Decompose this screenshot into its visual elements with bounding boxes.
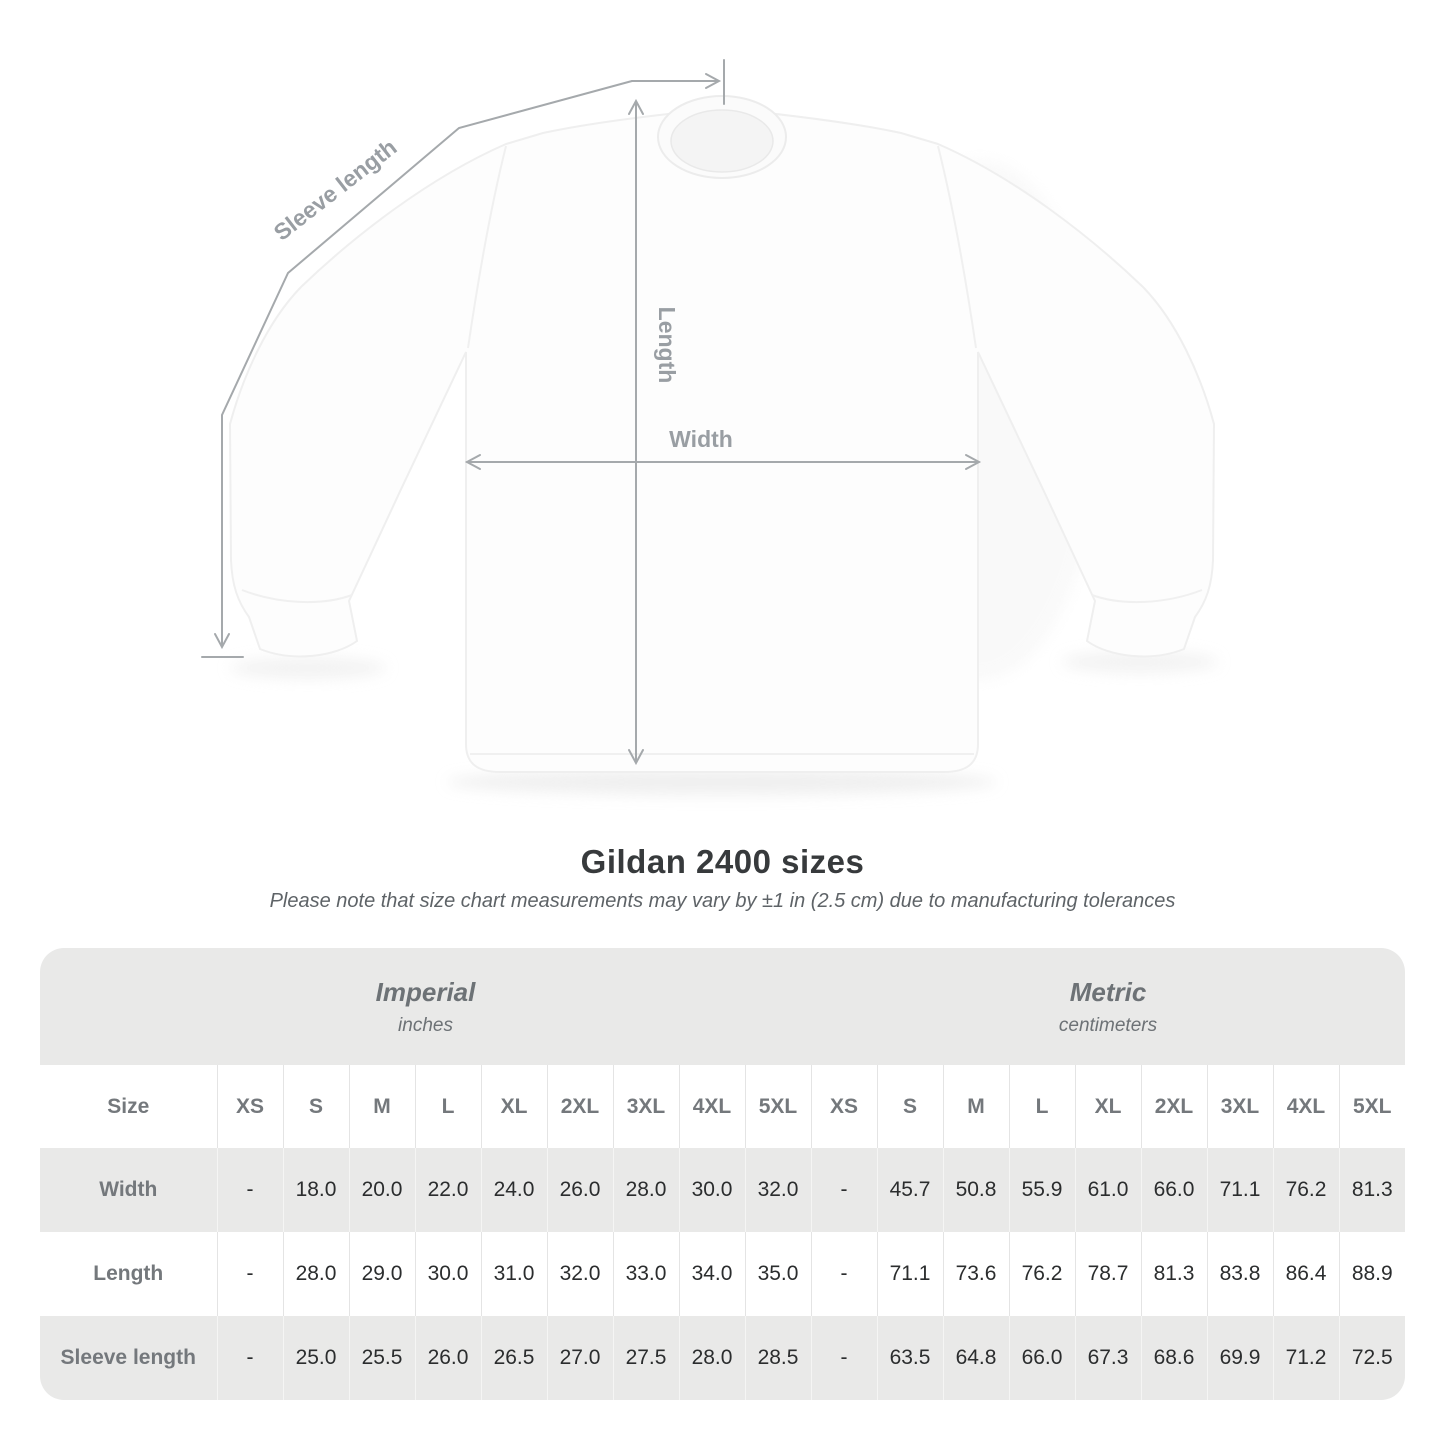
measurement-cell: 27.5 xyxy=(613,1316,679,1400)
size-header: M xyxy=(349,1065,415,1148)
size-header: L xyxy=(1009,1065,1075,1148)
size-header: 5XL xyxy=(745,1065,811,1148)
measurement-cell: 24.0 xyxy=(481,1148,547,1232)
measurement-cell: 28.0 xyxy=(283,1232,349,1316)
metric-unit: centimeters xyxy=(1058,1014,1158,1036)
measurement-cell: 72.5 xyxy=(1339,1316,1405,1400)
size-header: 3XL xyxy=(613,1065,679,1148)
imperial-header xyxy=(40,948,811,1065)
size-header: 2XL xyxy=(1141,1065,1207,1148)
measurement-cell: - xyxy=(217,1148,283,1232)
size-header-row xyxy=(40,1065,1405,1148)
size-col-header: Size xyxy=(40,1065,217,1148)
measurement-cell: 28.0 xyxy=(679,1316,745,1400)
row-label-sleeve-length: Sleeve length xyxy=(40,1316,217,1400)
measurement-cell: 25.5 xyxy=(349,1316,415,1400)
measurement-cell: - xyxy=(811,1232,877,1316)
measurement-cell: 29.0 xyxy=(349,1232,415,1316)
measurement-cell: 71.2 xyxy=(1273,1316,1339,1400)
size-header: 5XL xyxy=(1339,1065,1405,1148)
measurement-cell: 22.0 xyxy=(415,1148,481,1232)
measurement-cell: 28.0 xyxy=(613,1148,679,1232)
measurement-cell: 20.0 xyxy=(349,1148,415,1232)
length-row xyxy=(40,1232,1405,1316)
measurement-cell: 34.0 xyxy=(679,1232,745,1316)
measurement-cell: 66.0 xyxy=(1141,1148,1207,1232)
size-header: XL xyxy=(1075,1065,1141,1148)
imperial-unit: inches xyxy=(398,1014,453,1036)
measurement-cell: 45.7 xyxy=(877,1148,943,1232)
measurement-cell: 28.5 xyxy=(745,1316,811,1400)
size-header: 3XL xyxy=(1207,1065,1273,1148)
metric-title: Metric xyxy=(1069,976,1147,1007)
measurement-cell: 69.9 xyxy=(1207,1316,1273,1400)
measurement-cell: - xyxy=(811,1148,877,1232)
measurement-cell: 71.1 xyxy=(877,1232,943,1316)
measurement-cell: 32.0 xyxy=(547,1232,613,1316)
size-header: XS xyxy=(811,1065,877,1148)
measurement-cell: 18.0 xyxy=(283,1148,349,1232)
measurement-cell: 76.2 xyxy=(1009,1232,1075,1316)
measurement-cell: 55.9 xyxy=(1009,1148,1075,1232)
measurement-cell: 88.9 xyxy=(1339,1232,1405,1316)
tolerance-note: Please note that size chart measurements may vary by ±1 in (2.5 cm) due to manufacturing tolerances xyxy=(269,890,1176,912)
measurement-cell: 86.4 xyxy=(1273,1232,1339,1316)
measurement-cell: 30.0 xyxy=(415,1232,481,1316)
metric-header xyxy=(811,948,1405,1065)
row-label-width: Width xyxy=(40,1148,217,1232)
measurement-cell: - xyxy=(217,1232,283,1316)
sleeve-length-label: Sleeve length xyxy=(268,133,402,246)
measurement-cell: 26.0 xyxy=(547,1148,613,1232)
collar xyxy=(658,96,786,178)
measurement-cell: 83.8 xyxy=(1207,1232,1273,1316)
measurement-cell: 26.5 xyxy=(481,1316,547,1400)
measurement-cell: 32.0 xyxy=(745,1148,811,1232)
size-header: 2XL xyxy=(547,1065,613,1148)
measurement-cell: 68.6 xyxy=(1141,1316,1207,1400)
size-header: 4XL xyxy=(1273,1065,1339,1148)
row-label-length: Length xyxy=(40,1232,217,1316)
measurement-cell: 50.8 xyxy=(943,1148,1009,1232)
measurement-cell: 30.0 xyxy=(679,1148,745,1232)
unit-band xyxy=(40,948,1405,1065)
measurement-cell: 31.0 xyxy=(481,1232,547,1316)
measurement-cell: 78.7 xyxy=(1075,1232,1141,1316)
measurement-cell: 66.0 xyxy=(1009,1316,1075,1400)
measurement-cell: 67.3 xyxy=(1075,1316,1141,1400)
size-header: XS xyxy=(217,1065,283,1148)
measurement-cell: 63.5 xyxy=(877,1316,943,1400)
width-label: Width xyxy=(669,426,733,452)
length-label: Length xyxy=(654,306,680,384)
measurement-cell: 26.0 xyxy=(415,1316,481,1400)
sleeve-length-row xyxy=(40,1316,1405,1400)
measurement-cell: 71.1 xyxy=(1207,1148,1273,1232)
imperial-title: Imperial xyxy=(375,976,476,1007)
measurement-cell: - xyxy=(217,1316,283,1400)
measurement-cell: 25.0 xyxy=(283,1316,349,1400)
measurement-cell: - xyxy=(811,1316,877,1400)
measurement-cell: 73.6 xyxy=(943,1232,1009,1316)
measurement-cell: 61.0 xyxy=(1075,1148,1141,1232)
size-header: M xyxy=(943,1065,1009,1148)
page-title: Gildan 2400 sizes xyxy=(580,843,865,880)
size-table xyxy=(40,1065,1405,1400)
width-row xyxy=(40,1148,1405,1232)
size-header: 4XL xyxy=(679,1065,745,1148)
size-header: S xyxy=(283,1065,349,1148)
size-header: XL xyxy=(481,1065,547,1148)
size-header: L xyxy=(415,1065,481,1148)
measurement-cell: 81.3 xyxy=(1141,1232,1207,1316)
size-table-card xyxy=(40,948,1405,1400)
measurement-cell: 81.3 xyxy=(1339,1148,1405,1232)
size-header: S xyxy=(877,1065,943,1148)
measurement-cell: 35.0 xyxy=(745,1232,811,1316)
measurement-cell: 33.0 xyxy=(613,1232,679,1316)
measurement-cell: 64.8 xyxy=(943,1316,1009,1400)
measurement-cell: 76.2 xyxy=(1273,1148,1339,1232)
measurement-cell: 27.0 xyxy=(547,1316,613,1400)
title-block xyxy=(0,843,1445,913)
